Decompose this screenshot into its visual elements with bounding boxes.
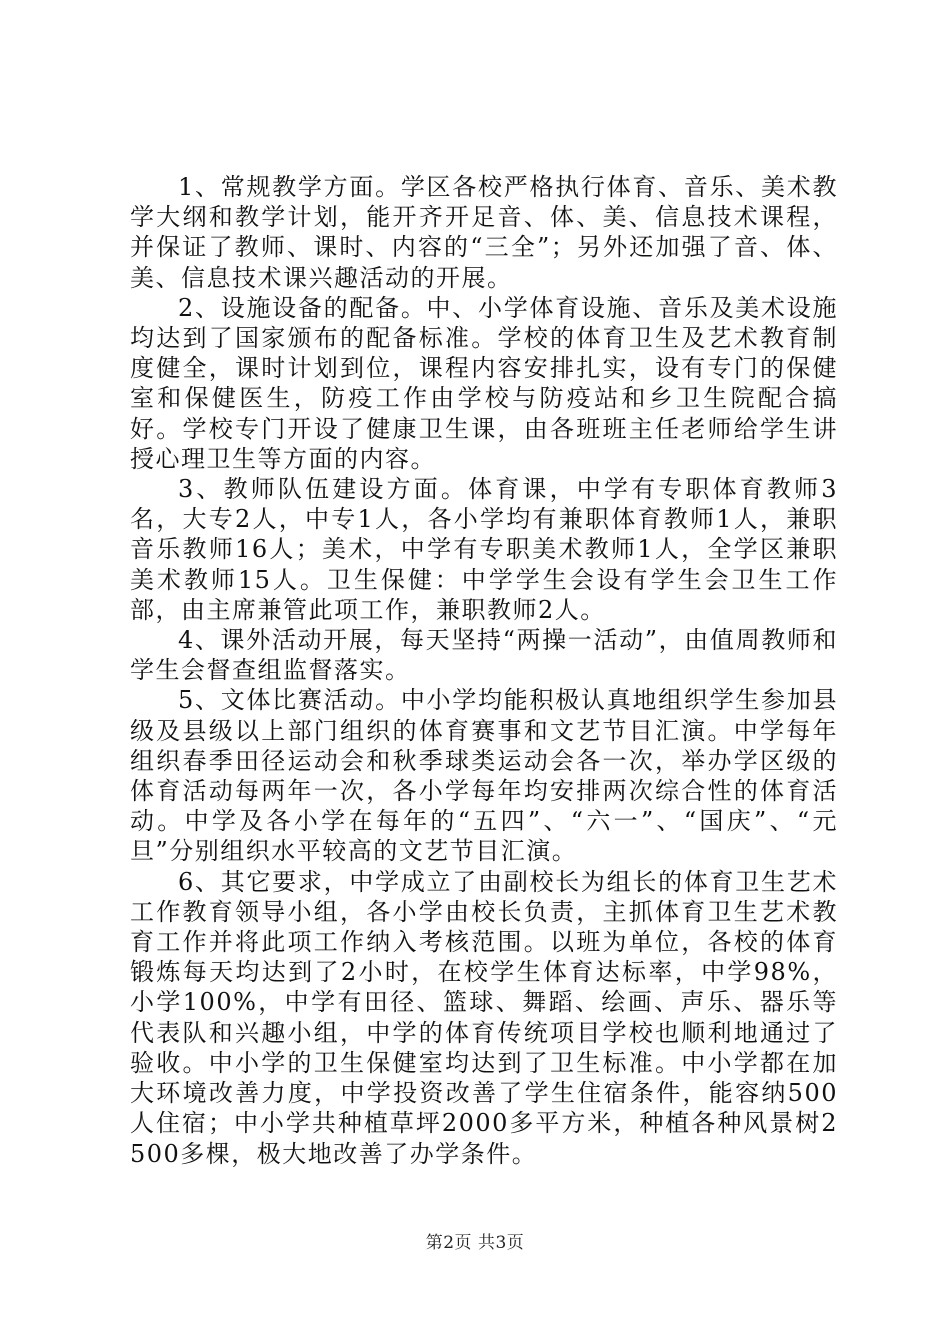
paragraph-teacher-staff: 3、教师队伍建设方面。体育课，中学有专职体育教师3名，大专2人，中专1人，各小学均有兼职体育教师1人，兼职音乐教师16人；美术，中学有专职美术教师1人，全学区兼职美术教师15人。卫生保健：中学学生会设有学生会卫生工作部，由主席兼管此项工作，兼职教师2人。 (130, 475, 838, 624)
paragraph-other-requirements: 6、其它要求，中学成立了由副校长为组长的体育卫生艺术工作教育领导小组，各小学由校长负责，主抓体育卫生艺术教育工作并将此项工作纳入考核范围。以班为单位，各校的体育锻炼每天均达到了2小时，在校学生体育达标率，中学98%，小学100%，中学有田径、篮球、舞蹈、绘画、声乐、器乐等代表队和兴趣小组，中学的体育传统项目学校也顺利地通过了验收。中小学的卫生保健室均达到了卫生标准。中小学都在加大环境改善力度，中学投资改善了学生住宿条件，能容纳500人住宿；中小学共种植草坪2000多平方米，种植各种风景树2500多棵，极大地改善了办学条件。 (130, 867, 838, 1168)
document-body (130, 172, 838, 1169)
paragraph-regular-teaching: 1、常规教学方面。学区各校严格执行体育、音乐、美术教学大纲和教学计划，能开齐开足音、体、美、信息技术课程，并保证了教师、课时、内容的“三全”；另外还加强了音、体、美、信息技术课兴趣活动的开展。 (130, 173, 838, 292)
paragraph-competitions: 5、文体比赛活动。中小学均能积极认真地组织学生参加县级及县级以上部门组织的体育赛事和文艺节目汇演。中学每年组织春季田径运动会和秋季球类运动会各一次，举办学区级的体育活动每两年一次，各小学每年均安排两次综合性的体育活动。中学及各小学在每年的“五四”、“六一”、“国庆”、“元旦”分别组织水平较高的文艺节目汇演。 (130, 686, 838, 866)
paragraph-extracurricular: 4、课外活动开展，每天坚持“两操一活动”，由值周教师和学生会督查组监督落实。 (130, 626, 838, 685)
page-number-footer: 第2页 共3页 (425, 1233, 525, 1253)
paragraph-facilities: 2、设施设备的配备。中、小学体育设施、音乐及美术设施均达到了国家颁布的配备标准。学校的体育卫生及艺术教育制度健全，课时计划到位，课程内容安排扎实，设有专门的保健室和保健医生，防疫工作由学校与防疫站和乡卫生院配合搞好。学校专门开设了健康卫生课，由各班班主任老师给学生讲授心理卫生等方面的内容。 (130, 293, 838, 473)
